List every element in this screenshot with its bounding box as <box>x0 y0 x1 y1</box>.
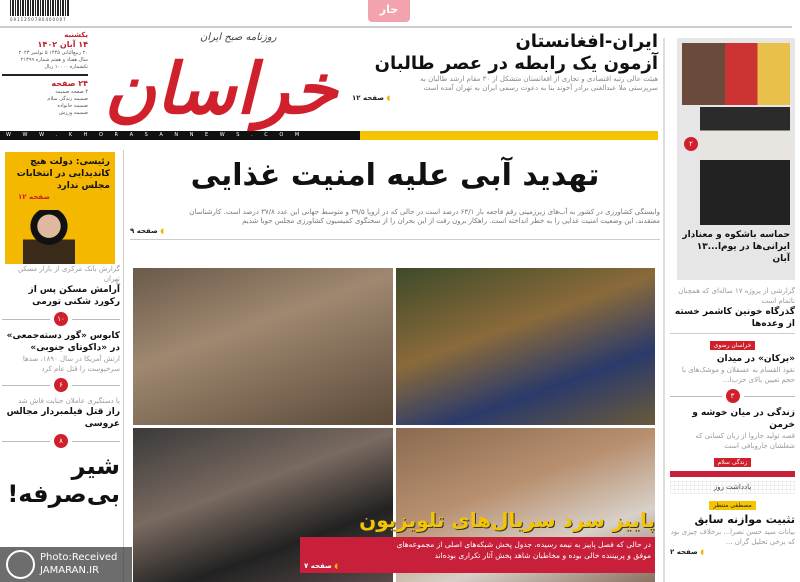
news-item[interactable] <box>2 330 120 374</box>
headline: کابوس «گور دسته‌جمعی» در «داکوتای جنوبی» <box>6 331 120 353</box>
watermark-line: JAMARAN.IR <box>40 565 100 576</box>
news-item[interactable] <box>670 353 795 385</box>
info-line: سال هفتاد و هفتم شماره ۲۱۳۹۹ <box>20 57 88 63</box>
barcode <box>10 0 70 16</box>
rally-photo <box>682 43 790 105</box>
photo-story-title[interactable]: پاییز سرد سریال‌های تلویزیون <box>359 508 655 532</box>
info-line: ضمیمه ورزش <box>58 110 88 116</box>
page-ref: ◖ صفحه ۲ <box>670 547 795 557</box>
news-item[interactable] <box>670 286 795 330</box>
page-ref: ◖ صفحه ۱۲ <box>352 93 658 103</box>
page-badge: ۱۰ <box>54 312 68 326</box>
tagline: روزنامه صبح ایران <box>200 32 277 43</box>
kicker: ارتش آمریکا در سال ۱۸۹۰، صدها سرخپوست را قتل عام کرد <box>22 355 120 373</box>
top-story-subtitle: آزمون یک رابطه در عصر طالبان <box>374 53 658 74</box>
kicker: بیانات سید حسن نصرا... برخلاف چیزی بود که برخی تحلیل گران ... <box>670 528 795 546</box>
website-url: W W W . K H O R A S A N N E W S . C O M <box>0 131 360 140</box>
top-story-title: ایران-افغانستان <box>515 31 658 52</box>
caption-line: در حالی که فصل پاییز به نیمه رسیده، جدول پخش شبکه‌های اصلی از مجموعه‌های <box>396 540 651 549</box>
issue-info <box>2 31 88 117</box>
top-story-summary: سرپرستی ملا عبدالغنی برادر آخوند بنا به دعوت رسمی ایران به تهران آمده است <box>423 84 658 92</box>
page-ref: ◖ صفحه ۹ <box>130 226 660 236</box>
headline: راز قتل فیلمبردار مجالس عروسی <box>6 407 120 429</box>
newspaper-logo: خراسان <box>104 47 338 130</box>
news-item[interactable] <box>2 264 120 308</box>
section-tab: جار <box>368 0 410 22</box>
page-ref: ◖ صفحه ۱۲ <box>18 192 110 202</box>
issue-day: یکشنبه <box>64 31 88 39</box>
news-item[interactable] <box>670 407 795 451</box>
page-badge: ۸ <box>54 434 68 448</box>
summary-line: وابستگی کشاورزی در کشور به آب‌های زیرزمینی رقم فاجعه بار ۶۳/۱ درصد است در حالی که در اروپا ۳۹/۵ و متوسط جهانی این عدد ۳۷/۸ درصد است. کارشناسان <box>189 208 660 216</box>
kicker: گزارشی از پروژه ۱۷ ساله‌ای که همچنان ناتمام است <box>678 287 795 305</box>
left-column <box>2 264 120 508</box>
divider <box>0 26 792 28</box>
right-column <box>670 286 795 557</box>
photo-caption: حماسه باشکوه و معنادار ایرانی‌ها در یوم‌ا...۱۳ آبان <box>682 230 790 264</box>
story-headline: رئیسی: دولت هیچ کاندیدایی در انتخابات مجلس ندارد <box>16 157 110 191</box>
watermark-line: Photo:Received <box>40 552 118 563</box>
summary-line: معتقدند، این وضعیت امنیت غذایی را به خطر انداخته است. راهکار برون رفت از این بحران را از سخنگوی کمیسیون کشاورزی مجلس جویا شدیم <box>242 217 660 225</box>
info-line: ۴ صفحه ضمیمه <box>55 89 88 95</box>
top-story-summary: هیئت عالی رتبه اقتصادی و تجاری از افغانستان متشکل از ۳۰ مقام ارشد طالبان به <box>420 75 658 83</box>
page-count: ۲۴ صفحه <box>51 79 88 88</box>
portrait-photo <box>700 107 790 225</box>
info-line: تکشماره ۱۰۰۰۰ ریال <box>44 64 88 70</box>
page-ref: ◖ صفحه ۷ <box>304 561 651 571</box>
page-badge: ۶ <box>54 378 68 392</box>
caption-line: موفق و پربیننده خالی بوده و مخاطبان شاهد پخش آثار تکراری بوده‌اند <box>434 551 651 560</box>
kicker: گزارش بانک مرکزی از بازار مسکن تهران <box>17 265 120 283</box>
jamaran-logo <box>6 550 35 579</box>
headline: «برکان» در میدان <box>716 354 795 364</box>
divider <box>670 333 795 334</box>
divider <box>670 471 795 477</box>
series-photo-1 <box>133 268 393 425</box>
watermark <box>0 547 132 582</box>
headline: گذرگاه خونین کاشمر خسته از وعده‌ها <box>674 307 795 329</box>
top-story[interactable] <box>352 31 658 103</box>
column-divider <box>123 150 124 582</box>
kicker: نقوذ القسام به عسقلان و موشک‌های با حجم تعیین بالای حزب‌ا... <box>681 366 795 384</box>
author-label: مصطفی منتظر <box>709 501 755 510</box>
headline: زندگی در میان خوشه و خرمن <box>692 408 795 430</box>
series-photo-2 <box>396 268 655 425</box>
info-line: ضمیمه خانواده <box>57 103 88 109</box>
main-headline[interactable]: تهدید آبی علیه امنیت غذایی <box>190 158 600 193</box>
info-line: ۲۰ ربیع‌الثانی ۱۴۴۵ ۵ نوامبر ۲۰۲۳ <box>18 50 88 56</box>
info-line: ضمیمه زندگی سلام <box>47 96 88 102</box>
raisi-photo <box>23 210 75 264</box>
accent-bar <box>360 131 658 140</box>
photo-story-caption <box>300 537 655 573</box>
column-divider <box>663 38 665 582</box>
headline: آرامش مسکن پس از رکورد شکنی تورمی <box>28 285 120 307</box>
main-summary <box>130 208 660 240</box>
kicker: قصه تولید جاروا از زبان کسانی که شغلشان جاروبافی است <box>695 432 795 450</box>
issue-date: ۱۴ آبان ۱۴۰۲ <box>37 40 88 49</box>
note-title: یادداشت روز <box>670 481 795 494</box>
yellow-box-story[interactable] <box>5 152 115 264</box>
page-badge: ۲ <box>684 137 698 151</box>
page-badge: ۳ <box>726 389 740 403</box>
barcode-number: 0911250780400007 <box>10 17 67 22</box>
section-label: زندگی سلام <box>714 458 752 467</box>
news-item[interactable] <box>670 513 795 557</box>
right-photo-story[interactable] <box>677 38 795 280</box>
section-label: خراسان رضوی <box>710 341 756 350</box>
kicker: با دستگیری عاملان جنایت فاش شد <box>18 397 120 405</box>
big-headline[interactable]: شیر بی‌صرفه! <box>7 452 120 508</box>
news-item[interactable] <box>2 396 120 430</box>
divider <box>130 239 660 240</box>
headline: تثبیت موازنه سابق <box>694 513 795 526</box>
